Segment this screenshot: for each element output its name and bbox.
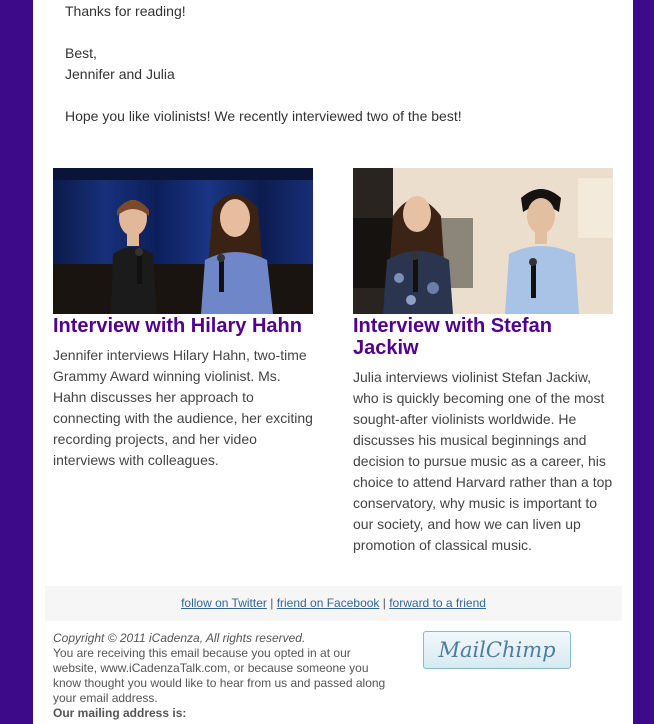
article-title-stefan-jackiw[interactable]: Interview with Stefan Jackiw bbox=[353, 315, 552, 359]
article-title-hilary-hahn[interactable]: Interview with Hilary Hahn bbox=[53, 315, 302, 337]
mailchimp-badge[interactable]: MailChimp bbox=[423, 631, 571, 669]
link-separator: | bbox=[379, 596, 390, 610]
footer-link-bar bbox=[45, 586, 622, 621]
mailing-address-title: Our mailing address is: bbox=[53, 706, 187, 720]
copyright-text: Copyright © 2011 iCadenza, All rights reserved. bbox=[53, 631, 306, 645]
stefan-jackiw-video-thumbnail[interactable] bbox=[353, 168, 613, 314]
article-body-stefan-jackiw: Julia interviews violinist Stefan Jackiw, who is quickly becoming one of the most sought-after violinists worldwide. He discusses his musical beginnings and decision to pursue music as a career, his choice to attend Harvard rather than a top conservatory, why music is important to our society, and how we can liven up promotion of classical music. bbox=[353, 369, 613, 553]
email-content bbox=[45, 0, 622, 724]
email-frame bbox=[33, 0, 633, 724]
link-separator: | bbox=[266, 596, 277, 610]
teaser-text: Hope you like violinists! We recently interviewed two of the best! bbox=[65, 108, 462, 124]
hilary-hahn-video-thumbnail[interactable] bbox=[53, 168, 313, 314]
article-stefan-jackiw bbox=[353, 168, 613, 556]
signature-text: Jennifer and Julia bbox=[65, 66, 175, 82]
hilary-hahn-photo bbox=[53, 168, 313, 314]
stefan-jackiw-photo bbox=[353, 168, 613, 314]
footer-legal bbox=[53, 631, 398, 721]
follow-twitter-link[interactable]: follow on Twitter bbox=[181, 596, 267, 610]
forward-friend-link[interactable]: forward to a friend bbox=[389, 596, 486, 610]
article-body-hilary-hahn: Jennifer interviews Hilary Hahn, two-time Grammy Award winning violinist. Ms. Hahn discusses her approach to connecting with the audience, her exciting recording projects, and her video interviews with colleagues. bbox=[53, 347, 313, 468]
friend-facebook-link[interactable]: friend on Facebook bbox=[276, 596, 380, 610]
opt-in-notice: You are receiving this email because you opted in at our website, www.iCadenzaTalk.com, or because someone you know thought you would like to hear from us and passed along your email address. bbox=[53, 646, 386, 705]
thanks-text: Thanks for reading! bbox=[65, 3, 186, 19]
signoff-text: Best, bbox=[65, 45, 97, 61]
article-hilary-hahn bbox=[53, 168, 313, 471]
